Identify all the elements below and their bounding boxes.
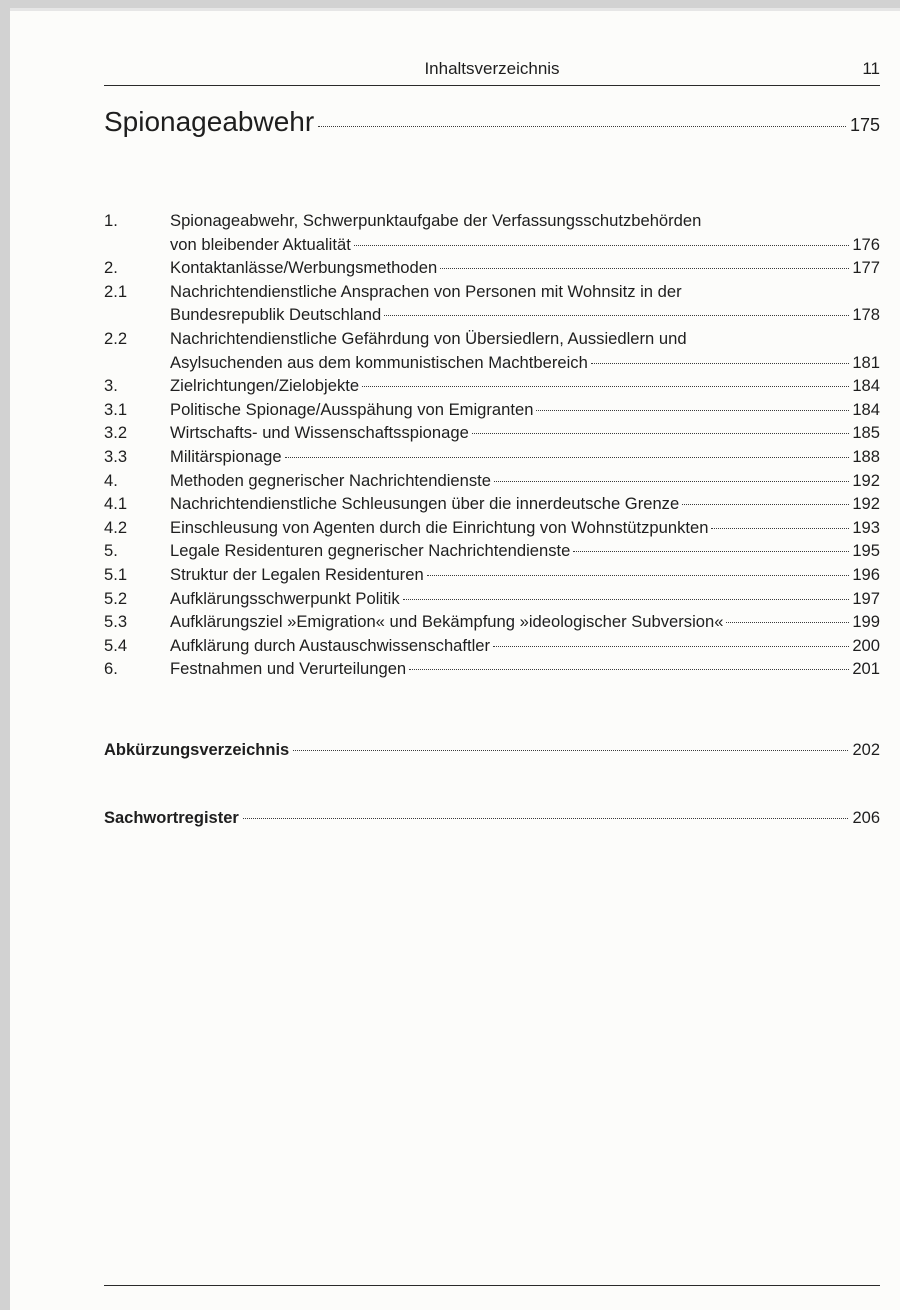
entry-number: 5. (104, 541, 118, 561)
entry-title: Nachrichtendienstliche Schleusungen über die innerdeutsche Grenze (170, 494, 680, 514)
toc-entry[interactable] (104, 494, 880, 517)
entry-page: 184 (852, 376, 880, 396)
dot-leader (403, 599, 850, 600)
entry-page: 195 (852, 541, 880, 561)
entry-number: 3.3 (104, 447, 128, 466)
dot-leader (591, 363, 849, 364)
toc-entry[interactable] (104, 258, 880, 281)
entry-page: 181 (852, 352, 880, 372)
page-edge (10, 8, 900, 11)
entry-number: 6. (104, 659, 118, 679)
entry-title: Legale Residenturen gegnerischer Nachrichtendienste (170, 541, 571, 561)
toc-entry[interactable] (104, 471, 880, 494)
dot-leader (318, 125, 846, 127)
entry-page: 177 (852, 258, 880, 278)
dot-leader (243, 817, 849, 819)
entry-title-line: Asylsuchenden aus dem kommunistischen Machtbereich (170, 352, 588, 372)
entry-number: 5.2 (104, 588, 128, 608)
chapter-entry[interactable] (104, 106, 880, 138)
page-number: 11 (862, 59, 880, 78)
entry-page: 185 (852, 423, 880, 443)
appendix-page: 202 (852, 741, 880, 759)
toc-entry[interactable] (104, 423, 880, 446)
toc-entry[interactable] (104, 541, 880, 564)
dot-leader (384, 315, 849, 316)
dot-leader (711, 528, 849, 529)
toc-entry[interactable] (104, 211, 880, 234)
entry-title: Aufklärung durch Austauschwissenschaftler (170, 635, 491, 655)
dot-leader (293, 749, 848, 751)
entry-title-line: Nachrichtendienstliche Ansprachen von Personen mit Wohnsitz in der (170, 281, 682, 301)
entry-number: 5.3 (104, 612, 128, 632)
entry-page: 201 (852, 659, 880, 679)
entry-title: Einschleusung von Agenten durch die Einrichtung von Wohnstützpunkten (170, 517, 709, 537)
entry-page: 196 (852, 565, 880, 584)
book-page (10, 8, 900, 1310)
toc-entry[interactable] (104, 447, 880, 470)
entry-title: Wirtschafts- und Wissenschaftsspionage (170, 423, 469, 443)
dot-leader (493, 646, 849, 647)
entry-title: Politische Spionage/Ausspähung von Emigranten (170, 399, 534, 419)
entry-title: Festnahmen und Verurteilungen (170, 659, 407, 679)
running-header (104, 59, 880, 86)
dot-leader (726, 622, 849, 623)
entry-number: 2.2 (104, 329, 128, 348)
entry-title: Aufklärungsschwerpunkt Politik (170, 588, 400, 608)
dot-leader (472, 433, 850, 434)
entry-number: 5.1 (104, 565, 128, 584)
footer-rule (104, 1285, 880, 1286)
entry-page: 184 (852, 399, 880, 419)
appendix-page: 206 (852, 809, 880, 827)
dot-leader (494, 481, 849, 482)
toc-entry[interactable] (104, 612, 880, 635)
entry-title: Kontaktanlässe/Werbungsmethoden (170, 258, 438, 278)
dot-leader (362, 386, 849, 387)
entry-number: 4.2 (104, 517, 128, 537)
entry-number: 4.1 (104, 494, 128, 514)
toc-entry-continuation[interactable] (104, 353, 880, 376)
entry-page: 178 (852, 305, 880, 325)
entry-title: Zielrichtungen/Zielobjekte (170, 376, 360, 396)
toc-entry-continuation[interactable] (104, 235, 880, 258)
entry-title: Aufklärungsziel »Emigration« und Bekämpfung »ideologischer Subversion« (170, 612, 724, 632)
dot-leader (440, 268, 849, 269)
dot-leader (536, 410, 849, 411)
toc-entry[interactable] (104, 282, 880, 305)
toc-entry-continuation[interactable] (104, 305, 880, 328)
dot-leader (682, 504, 849, 505)
dot-leader (354, 245, 849, 246)
entry-page: 197 (852, 588, 880, 608)
entry-page: 200 (852, 635, 880, 655)
toc-entry[interactable] (104, 518, 880, 541)
entry-number: 2.1 (104, 281, 128, 301)
appendix-title: Sachwortregister (104, 809, 239, 827)
toc-entry[interactable] (104, 636, 880, 659)
entry-title: Struktur der Legalen Residenturen (170, 565, 424, 584)
running-header-title: Inhaltsverzeichnis (424, 59, 560, 78)
entry-number: 3.1 (104, 399, 128, 419)
chapter-page: 175 (849, 115, 880, 135)
toc-entry-abbreviations[interactable] (104, 741, 880, 760)
toc-entry[interactable] (104, 565, 880, 588)
toc-entry[interactable] (104, 329, 880, 352)
entry-page: 199 (852, 612, 880, 632)
dot-leader (409, 669, 849, 670)
entry-page: 192 (852, 494, 880, 514)
toc-entry[interactable] (104, 400, 880, 423)
toc-entry[interactable] (104, 659, 880, 682)
entry-number: 1. (104, 211, 118, 230)
entry-title-line: Spionageabwehr, Schwerpunktaufgabe der Verfassungsschutzbehörden (170, 211, 702, 230)
entry-title-line: Nachrichtendienstliche Gefährdung von Übersiedlern, Aussiedlern und (170, 329, 687, 348)
toc-entry-index[interactable] (104, 809, 880, 828)
entry-page: 192 (852, 470, 880, 490)
entry-number: 5.4 (104, 635, 128, 655)
entry-number: 2. (104, 258, 118, 278)
entry-title-line: von bleibender Aktualität (170, 234, 351, 254)
entry-page: 193 (852, 517, 880, 537)
entry-title: Militärspionage (170, 447, 282, 466)
appendix-title: Abkürzungsverzeichnis (104, 741, 290, 759)
entry-number: 4. (104, 470, 118, 490)
dot-leader (427, 575, 850, 576)
toc-entry[interactable] (104, 589, 880, 612)
dot-leader (573, 551, 849, 552)
entry-page: 176 (852, 234, 880, 254)
entry-title: Methoden gegnerischer Nachrichtendienste (170, 470, 492, 490)
dot-leader (285, 457, 850, 458)
entry-page: 188 (852, 447, 880, 466)
entry-number: 3. (104, 376, 118, 396)
entry-number: 3.2 (104, 423, 128, 443)
toc-entry[interactable] (104, 376, 880, 399)
chapter-title: Spionageabwehr (104, 106, 315, 137)
entry-title-line: Bundesrepublik Deutschland (170, 305, 382, 325)
